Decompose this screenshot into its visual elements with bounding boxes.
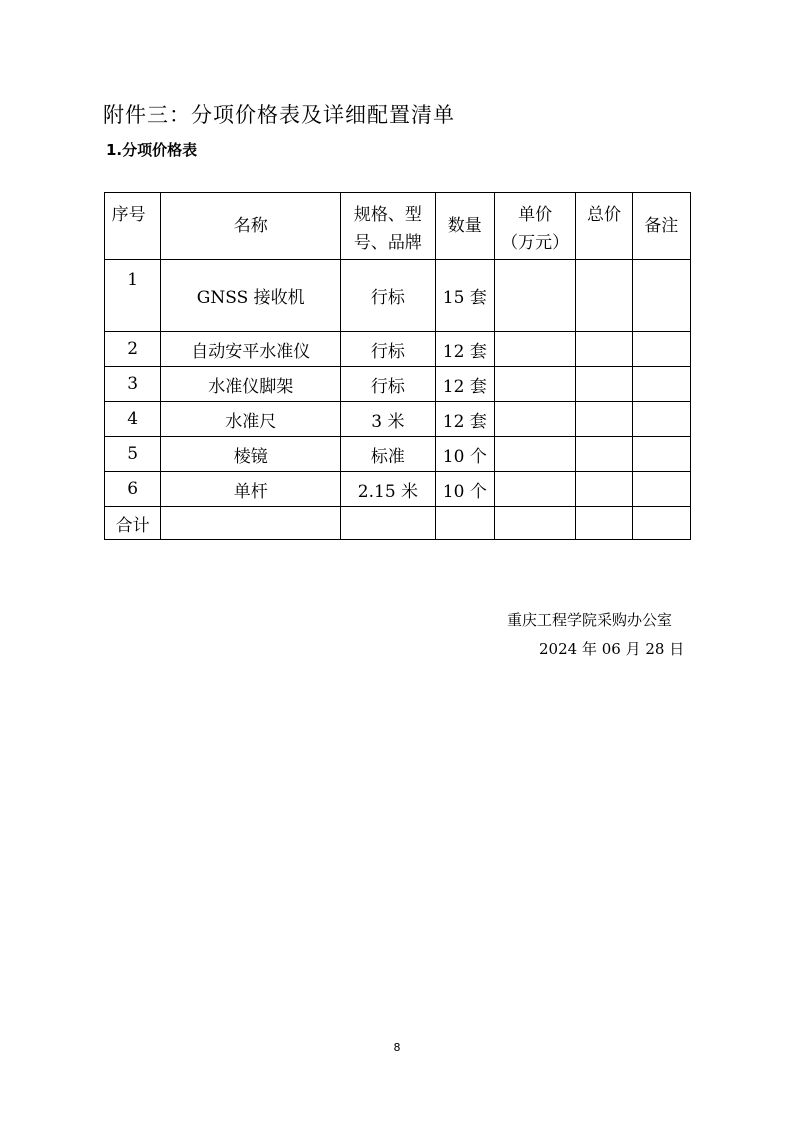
section-heading: 1.分项价格表 xyxy=(106,141,198,159)
header-spec-line1: 规格、型 xyxy=(353,205,422,225)
header-spec xyxy=(341,193,435,260)
cell-no: 4 xyxy=(105,402,161,437)
cell-spec: 标准 xyxy=(341,437,435,472)
header-note: 备注 xyxy=(632,193,690,260)
signature-organization: 重庆工程学院采购办公室 xyxy=(507,611,673,629)
page-number: 8 xyxy=(393,1041,401,1054)
signature-date: 2024 年 06 月 28 日 xyxy=(539,640,685,658)
cell-total xyxy=(576,402,632,437)
cell-unit-price xyxy=(494,367,575,402)
cell-spec: 行标 xyxy=(341,260,435,332)
cell-name: 水准尺 xyxy=(161,402,341,437)
cell-unit-price xyxy=(494,437,575,472)
table-row xyxy=(105,367,691,402)
header-name: 名称 xyxy=(161,193,341,260)
cell-unit-price xyxy=(494,472,575,507)
total-label: 合计 xyxy=(105,507,161,540)
cell-name: 单杆 xyxy=(161,472,341,507)
cell-empty xyxy=(161,507,341,540)
cell-unit-price xyxy=(494,402,575,437)
cell-note xyxy=(632,332,690,367)
cell-empty xyxy=(435,507,494,540)
cell-total xyxy=(576,367,632,402)
header-total: 总价 xyxy=(576,193,632,260)
cell-qty: 15 套 xyxy=(435,260,494,332)
header-unit-price xyxy=(494,193,575,260)
cell-note xyxy=(632,260,690,332)
cell-spec: 3 米 xyxy=(341,402,435,437)
cell-total xyxy=(576,472,632,507)
table-row xyxy=(105,437,691,472)
cell-qty: 12 套 xyxy=(435,332,494,367)
cell-no: 2 xyxy=(105,332,161,367)
cell-total xyxy=(576,437,632,472)
cell-qty: 10 个 xyxy=(435,472,494,507)
header-spec-line2: 号、品牌 xyxy=(353,233,422,253)
header-qty: 数量 xyxy=(435,193,494,260)
cell-name: 水准仪脚架 xyxy=(161,367,341,402)
cell-note xyxy=(632,402,690,437)
cell-note xyxy=(632,472,690,507)
cell-note xyxy=(632,367,690,402)
document-title: 附件三：分项价格表及详细配置清单 xyxy=(103,103,455,127)
cell-name: 棱镜 xyxy=(161,437,341,472)
price-table xyxy=(104,192,691,540)
cell-no: 6 xyxy=(105,472,161,507)
cell-qty: 10 个 xyxy=(435,437,494,472)
header-unit-line1: 单价 xyxy=(518,205,553,225)
cell-no: 5 xyxy=(105,437,161,472)
table-row xyxy=(105,402,691,437)
cell-qty: 12 套 xyxy=(435,402,494,437)
cell-qty: 12 套 xyxy=(435,367,494,402)
cell-no: 3 xyxy=(105,367,161,402)
cell-empty xyxy=(632,507,690,540)
cell-no: 1 xyxy=(105,260,161,332)
table-header-row xyxy=(105,193,691,260)
cell-total xyxy=(576,260,632,332)
cell-empty xyxy=(576,507,632,540)
cell-spec: 行标 xyxy=(341,367,435,402)
cell-empty xyxy=(494,507,575,540)
cell-spec: 行标 xyxy=(341,332,435,367)
cell-name: GNSS 接收机 xyxy=(161,260,341,332)
table-row xyxy=(105,332,691,367)
cell-spec: 2.15 米 xyxy=(341,472,435,507)
cell-note xyxy=(632,437,690,472)
table-row xyxy=(105,260,691,332)
cell-empty xyxy=(341,507,435,540)
cell-unit-price xyxy=(494,332,575,367)
cell-name: 自动安平水准仪 xyxy=(161,332,341,367)
header-no: 序号 xyxy=(105,193,161,260)
table-row xyxy=(105,472,691,507)
table-total-row xyxy=(105,507,691,540)
cell-total xyxy=(576,332,632,367)
header-unit-line2: （万元） xyxy=(501,233,570,253)
cell-unit-price xyxy=(494,260,575,332)
